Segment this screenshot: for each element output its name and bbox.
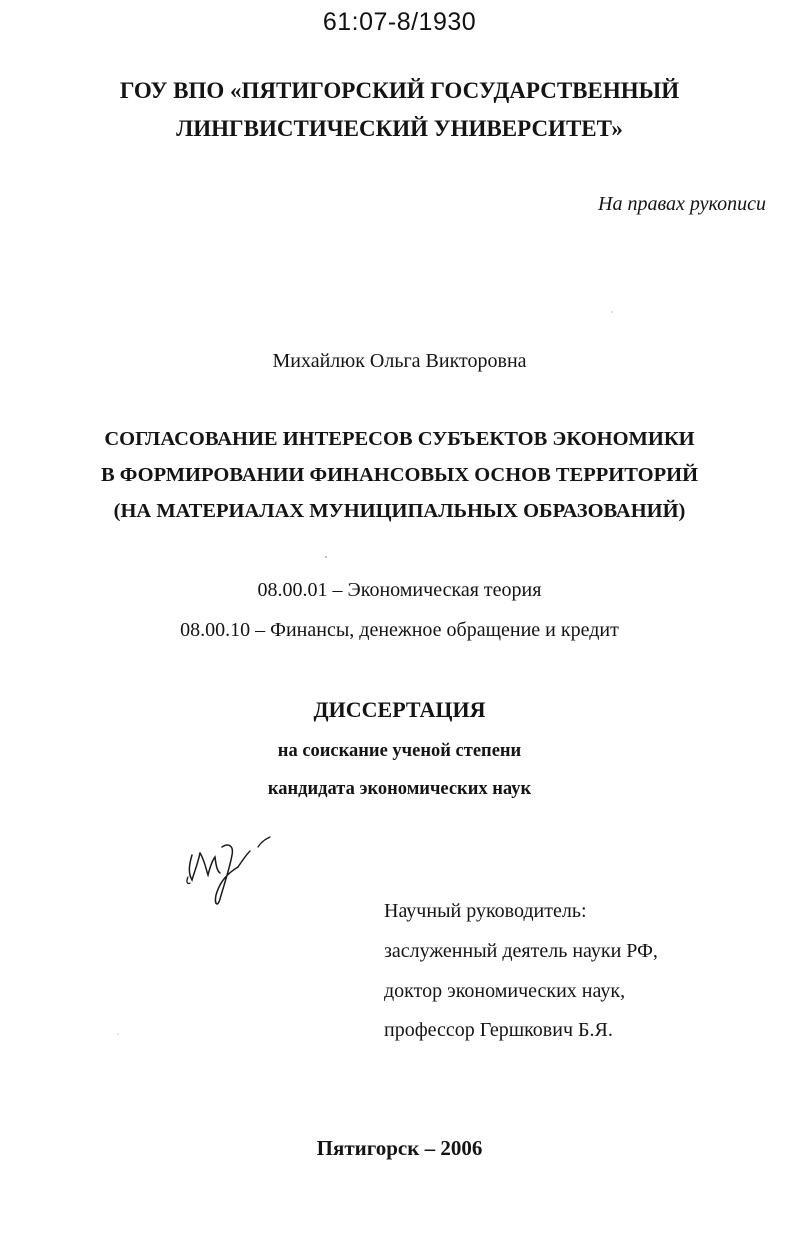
place-year: Пятигорск – 2006 xyxy=(316,1136,483,1160)
document-type: ДИССЕРТАЦИЯ xyxy=(313,697,486,722)
university-line-2: ЛИНГВИСТИЧЕСКИЙ УНИВЕРСИТЕТ» xyxy=(176,116,623,141)
stamp-number: 61:07-8/1930 xyxy=(322,8,477,36)
university-line-1: ГОУ ВПО «ПЯТИГОРСКИЙ ГОСУДАРСТВЕННЫЙ xyxy=(119,78,680,103)
author-name: Михайлюк Ольга Викторовна xyxy=(272,350,527,372)
supervisor-line-2: доктор экономических наук, xyxy=(384,980,626,1002)
handwritten-signature xyxy=(180,825,280,915)
supervisor-heading: Научный руководитель: xyxy=(384,900,587,922)
specialty-1: 08.00.01 – Экономическая теория xyxy=(257,579,542,601)
supervisor-line-1: заслуженный деятель науки РФ, xyxy=(384,940,658,962)
specialty-2: 08.00.10 – Финансы, денежное обращение и кредит xyxy=(180,619,619,641)
title-line-2: В ФОРМИРОВАНИИ ФИНАНСОВЫХ ОСНОВ ТЕРРИТОРИЙ xyxy=(100,464,699,486)
manuscript-rights: На правах рукописи xyxy=(598,193,766,215)
degree-line-1: на соискание ученой степени xyxy=(277,741,522,761)
title-line-1: СОГЛАСОВАНИЕ ИНТЕРЕСОВ СУБЪЕКТОВ ЭКОНОМИКИ xyxy=(104,428,695,450)
title-line-3: (НА МАТЕРИАЛАХ МУНИЦИПАЛЬНЫХ ОБРАЗОВАНИЙ) xyxy=(113,500,686,522)
supervisor-line-3: профессор Гершкович Б.Я. xyxy=(384,1019,613,1041)
degree-line-2: кандидата экономических наук xyxy=(267,779,532,799)
